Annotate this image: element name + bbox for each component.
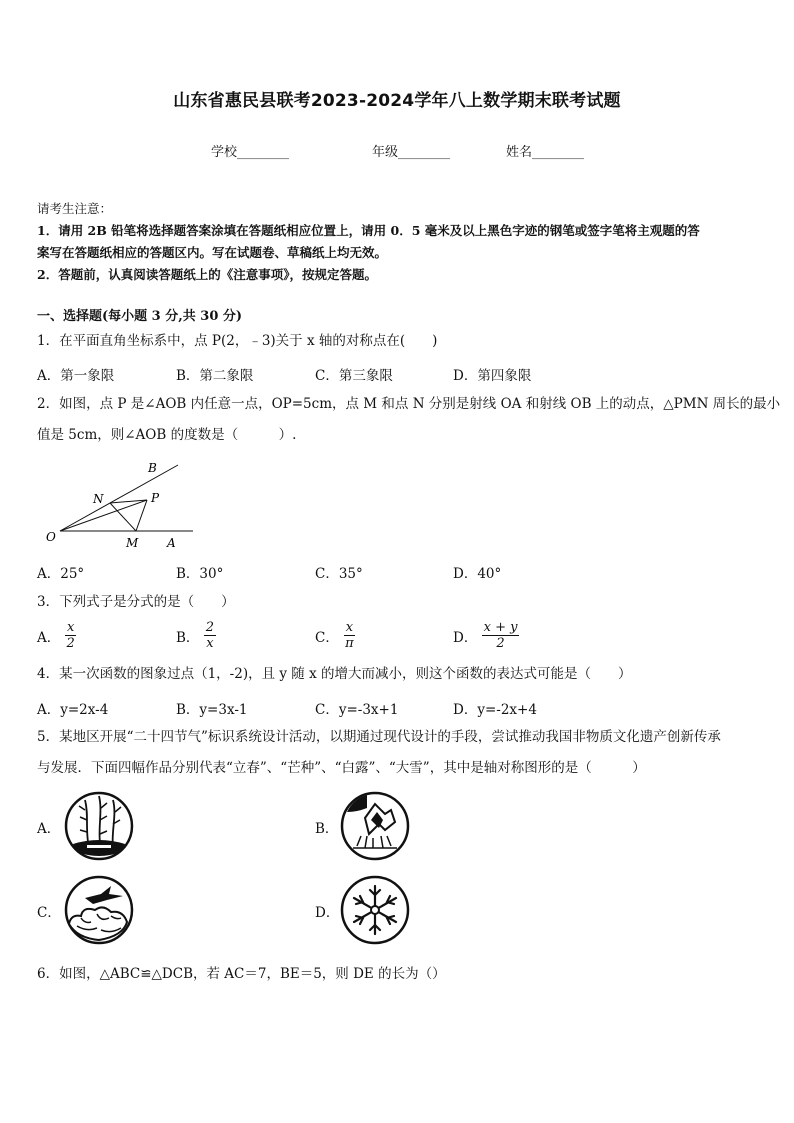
section-heading: 一、选择题(每小题 3 分,共 30 分) xyxy=(37,309,243,324)
q3-fraction-b-den: x xyxy=(206,636,214,651)
q5-stem-line-2: 与发展．下面四幅作品分别代表“立春”、“芒种”、“白露”、“大雪”，其中是轴对称图形的是（ ） xyxy=(37,760,646,776)
q3-fraction-c-den: π xyxy=(345,636,354,651)
q1-option-c: C．第三象限 xyxy=(315,368,393,384)
q5-emblem-mangzhong xyxy=(339,790,411,862)
grade-field: 年级________ xyxy=(372,145,451,160)
q4-stem: 4．某一次函数的图象过点（1，-2)，且 y 随 x 的增大而减小，则这个函数的表达式可能是（ ） xyxy=(37,666,632,682)
q2-angle-figure xyxy=(40,456,210,554)
q5-option-b-label: B． xyxy=(315,821,339,837)
notice-line-1b: 案写在答题纸相应的答题区内。写在试题卷、草稿纸上均无效。 xyxy=(37,245,388,260)
q5-emblem-lichun xyxy=(63,790,135,862)
school-field: 学校________ xyxy=(211,145,290,160)
label-a: A xyxy=(167,536,176,550)
q6-stem: 6．如图，△ABC≌△DCB，若 AC＝7，BE＝5，则 DE 的长为（） xyxy=(37,966,446,982)
name-field: 姓名________ xyxy=(506,145,585,160)
q3-fraction-a-num: x xyxy=(67,620,75,635)
q3-fraction-a xyxy=(65,620,77,651)
label-m: M xyxy=(126,536,139,550)
q3-option-a-label: A． xyxy=(37,629,61,646)
q5-option-a-label: A． xyxy=(37,821,61,837)
q3-fraction-b xyxy=(204,620,216,651)
q3-fraction-d-num: x + y xyxy=(483,620,518,635)
q4-option-c: C．y=-3x+1 xyxy=(315,702,399,718)
q1-stem: 1．在平面直角坐标系中，点 P(2，﹣3)关于 x 轴的对称点在( ) xyxy=(37,333,438,349)
q3-option-d xyxy=(453,620,519,651)
q3-fraction-c-num: x xyxy=(345,620,354,635)
q2-stem-line-2: 值是 5cm，则∠AOB 的度数是（ ）. xyxy=(37,427,297,443)
q5-emblem-daxue xyxy=(339,874,411,946)
segment-op xyxy=(60,500,147,531)
q1-option-b: B．第二象限 xyxy=(176,368,254,384)
q5-emblem-bailu xyxy=(63,874,135,946)
notice-block xyxy=(37,198,700,286)
ray-ob xyxy=(60,465,178,531)
notice-line-2: 2．答题前，认真阅读答题纸上的《注意事项》，按规定答题。 xyxy=(37,267,377,282)
q1-option-a: A．第一象限 xyxy=(37,368,115,384)
q3-fraction-a-den: 2 xyxy=(66,636,75,651)
segment-pm xyxy=(136,500,147,531)
q4-option-a: A．y=2x-4 xyxy=(37,702,109,718)
q3-fraction-c xyxy=(343,620,356,651)
q5-stem-line-1: 5．某地区开展“二十四节气”标识系统设计活动，以期通过现代设计的手段，尝试推动我国非物质文化遗产创新传承 xyxy=(37,729,721,745)
page-title: 山东省惠民县联考2023-2024学年八上数学期末联考试题 xyxy=(173,91,621,111)
q2-option-b: B．30° xyxy=(176,566,224,582)
q2-option-d: D．40° xyxy=(453,566,502,582)
q3-option-a xyxy=(37,620,77,651)
segment-nm xyxy=(110,503,136,531)
q3-option-b xyxy=(176,620,216,651)
q3-option-c xyxy=(315,620,356,651)
q2-option-c: C．35° xyxy=(315,566,363,582)
q3-fraction-b-num: 2 xyxy=(205,620,214,635)
q3-fraction-d xyxy=(482,620,520,651)
q5-option-d-label: D． xyxy=(315,905,340,921)
q4-option-b: B．y=3x-1 xyxy=(176,702,248,718)
notice-heading: 请考生注意： xyxy=(37,201,113,216)
q2-stem-line-1: 2．如图，点 P 是∠AOB 内任意一点，OP=5cm，点 M 和点 N 分别是射线 OA 和射线 OB 上的动点，△PMN 周长的最小 xyxy=(37,396,781,412)
label-n: N xyxy=(93,492,104,506)
q3-option-c-label: C． xyxy=(315,629,339,646)
label-b: B xyxy=(148,461,157,475)
notice-line-1a: 1．请用 2B 铅笔将选择题答案涂填在答题纸相应位置上，请用 0．5 毫米及以上黑色字迹的钢笔或签字笔将主观题的答 xyxy=(37,223,700,238)
q5-option-c-label: C． xyxy=(37,905,61,921)
q1-option-d: D．第四象限 xyxy=(453,368,532,384)
q4-option-d: D．y=-2x+4 xyxy=(453,702,537,718)
q3-option-d-label: D． xyxy=(453,629,478,646)
q3-fraction-d-den: 2 xyxy=(496,636,505,651)
q3-stem: 3．下列式子是分式的是（ ） xyxy=(37,594,235,610)
label-o: O xyxy=(46,530,56,544)
label-p: P xyxy=(151,491,160,505)
q3-option-b-label: B． xyxy=(176,629,200,646)
q2-option-a: A．25° xyxy=(37,566,85,582)
